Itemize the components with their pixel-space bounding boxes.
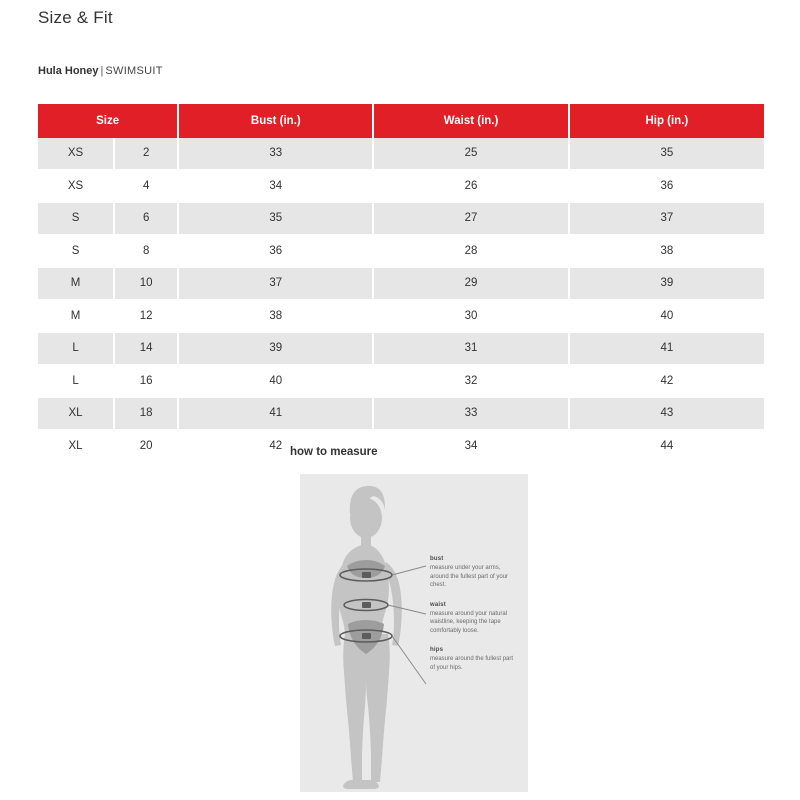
- how-to-measure-figure: [300, 474, 528, 792]
- table-row: [38, 300, 764, 333]
- note-bust-title: bust: [430, 556, 444, 562]
- cell-hip: 43: [569, 397, 764, 430]
- cell-waist: 31: [373, 332, 568, 365]
- brand-separator: |: [100, 65, 104, 77]
- cell-size: XS: [38, 170, 114, 203]
- cell-bust: 33: [178, 138, 373, 170]
- cell-bust: 40: [178, 365, 373, 398]
- cell-numeric-size: 16: [114, 365, 178, 398]
- cell-hip: 41: [569, 332, 764, 365]
- cell-bust: 36: [178, 235, 373, 268]
- cell-numeric-size: 18: [114, 397, 178, 430]
- table-row: [38, 430, 764, 463]
- note-hips-title: hips: [430, 647, 444, 653]
- cell-hip: 40: [569, 300, 764, 333]
- table-header: [38, 104, 764, 138]
- cell-numeric-size: 12: [114, 300, 178, 333]
- cell-numeric-size: 14: [114, 332, 178, 365]
- note-waist-text: measure around your natural waistline, keeping the tape comfortably loose.: [430, 610, 508, 634]
- table-row: [38, 138, 764, 170]
- cell-waist: 30: [373, 300, 568, 333]
- cell-numeric-size: 10: [114, 267, 178, 300]
- cell-waist: 28: [373, 235, 568, 268]
- cell-size: XL: [38, 430, 114, 463]
- cell-size: M: [38, 300, 114, 333]
- cell-size: L: [38, 332, 114, 365]
- note-waist: [430, 602, 516, 636]
- cell-bust: 39: [178, 332, 373, 365]
- cell-size: M: [38, 267, 114, 300]
- cell-numeric-size: 2: [114, 138, 178, 170]
- cell-bust: 35: [178, 202, 373, 235]
- cell-bust: 42: [178, 430, 373, 463]
- cell-numeric-size: 6: [114, 202, 178, 235]
- cell-size: XS: [38, 138, 114, 170]
- note-waist-title: waist: [430, 601, 447, 608]
- cell-size: S: [38, 235, 114, 268]
- table-row: [38, 170, 764, 203]
- table-row: [38, 267, 764, 300]
- cell-bust: 41: [178, 397, 373, 430]
- cell-waist: 32: [373, 365, 568, 398]
- cell-size: S: [38, 202, 114, 235]
- note-hips: [430, 647, 516, 672]
- cell-size: L: [38, 365, 114, 398]
- cell-hip: 36: [569, 170, 764, 203]
- how-to-measure-label: how to measure: [290, 446, 378, 458]
- cell-waist: 25: [373, 138, 568, 170]
- cell-bust: 37: [178, 267, 373, 300]
- column-header-hip: Hip (in.): [569, 104, 764, 138]
- brand-name: Hula Honey: [38, 65, 99, 77]
- cell-bust: 38: [178, 300, 373, 333]
- cell-waist: 33: [373, 397, 568, 430]
- cell-bust: 34: [178, 170, 373, 203]
- note-bust: [430, 556, 516, 590]
- cell-hip: 38: [569, 235, 764, 268]
- table-row: [38, 365, 764, 398]
- cell-waist: 34: [373, 430, 568, 463]
- column-header-waist: Waist (in.): [373, 104, 568, 138]
- cell-waist: 27: [373, 202, 568, 235]
- brand-category-line: [38, 65, 163, 77]
- column-header-size: Size: [38, 104, 178, 138]
- note-bust-text: measure under your arms, around the fullest part of your chest.: [430, 565, 509, 588]
- column-header-bust: Bust (in.): [178, 104, 373, 138]
- table-row: [38, 332, 764, 365]
- table-row: [38, 202, 764, 235]
- cell-waist: 29: [373, 267, 568, 300]
- cell-hip: 35: [569, 138, 764, 170]
- cell-hip: 39: [569, 267, 764, 300]
- cell-hip: 37: [569, 202, 764, 235]
- cell-numeric-size: 8: [114, 235, 178, 268]
- measurement-notes: [430, 556, 516, 684]
- size-chart-table: [38, 104, 764, 463]
- cell-numeric-size: 20: [114, 430, 178, 463]
- product-category: SWIMSUIT: [105, 65, 163, 77]
- table-body: [38, 138, 764, 462]
- cell-waist: 26: [373, 170, 568, 203]
- table-row: [38, 397, 764, 430]
- table-row: [38, 235, 764, 268]
- cell-size: XL: [38, 397, 114, 430]
- table-header-row: [38, 104, 764, 138]
- cell-numeric-size: 4: [114, 170, 178, 203]
- cell-hip: 44: [569, 430, 764, 463]
- cell-hip: 42: [569, 365, 764, 398]
- page-title: Size & Fit: [38, 8, 113, 27]
- note-hips-text: measure around the fullest part of your hips.: [430, 656, 514, 671]
